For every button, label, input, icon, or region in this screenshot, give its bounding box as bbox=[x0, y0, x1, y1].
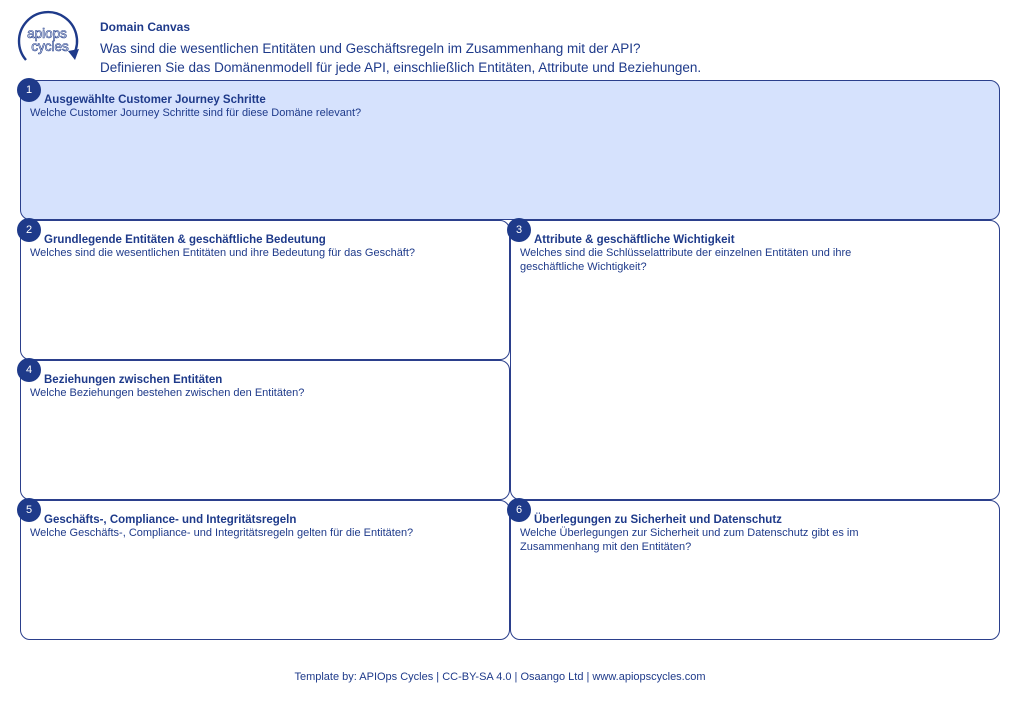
section-1-number: 1 bbox=[17, 78, 41, 102]
canvas-description: Definieren Sie das Domänenmodell für jede API, einschließlich Entitäten, Attribute und Beziehungen. bbox=[100, 60, 702, 75]
section-5-question: Welche Geschäfts-, Compliance- und Integritätsregeln gelten für die Entitäten? bbox=[30, 527, 414, 539]
canvas-header bbox=[100, 20, 701, 77]
section-5-number: 5 bbox=[17, 498, 41, 522]
section-6-title: Überlegungen zu Sicherheit und Datenschutz bbox=[534, 514, 782, 526]
canvas-question: Was sind die wesentlichen Entitäten und Geschäftsregeln im Zusammenhang mit der API? bbox=[100, 41, 641, 56]
section-4-question: Welche Beziehungen bestehen zwischen den Entitäten? bbox=[30, 387, 305, 399]
canvas-title: Domain Canvas bbox=[100, 20, 191, 34]
section-3-number: 3 bbox=[507, 218, 531, 242]
logo-text-line1: apiops bbox=[27, 26, 67, 41]
apiops-cycles-logo bbox=[12, 8, 84, 72]
section-6-number: 6 bbox=[507, 498, 531, 522]
section-3-question: Welches sind die Schlüsselattribute der einzelnen Entitäten und ihre geschäftliche Wichtigkeit? bbox=[520, 247, 852, 273]
footer-credits: Template by: APIOps Cycles | CC-BY-SA 4.0 | Osaango Ltd | www.apiopscycles.com bbox=[294, 671, 706, 683]
section-1-question: Welche Customer Journey Schritte sind für diese Domäne relevant? bbox=[30, 107, 362, 119]
section-3-title: Attribute & geschäftliche Wichtigkeit bbox=[534, 234, 735, 246]
section-4-number: 4 bbox=[17, 358, 41, 382]
section-4-title: Beziehungen zwischen Entitäten bbox=[44, 374, 223, 386]
section-2-number: 2 bbox=[17, 218, 41, 242]
section-5-title: Geschäfts-, Compliance- und Integritätsregeln bbox=[44, 514, 297, 526]
section-2-title: Grundlegende Entitäten & geschäftliche Bedeutung bbox=[44, 234, 326, 246]
section-6-question: Welche Überlegungen zur Sicherheit und zum Datenschutz gibt es im Zusammenhang mit den Entitäten? bbox=[520, 527, 859, 553]
logo-text-line2: cycles bbox=[31, 39, 69, 54]
section-1-title: Ausgewählte Customer Journey Schritte bbox=[44, 94, 266, 106]
cycle-arrow-icon bbox=[12, 8, 84, 72]
section-2-question: Welches sind die wesentlichen Entitäten und ihre Bedeutung für das Geschäft? bbox=[30, 247, 416, 259]
